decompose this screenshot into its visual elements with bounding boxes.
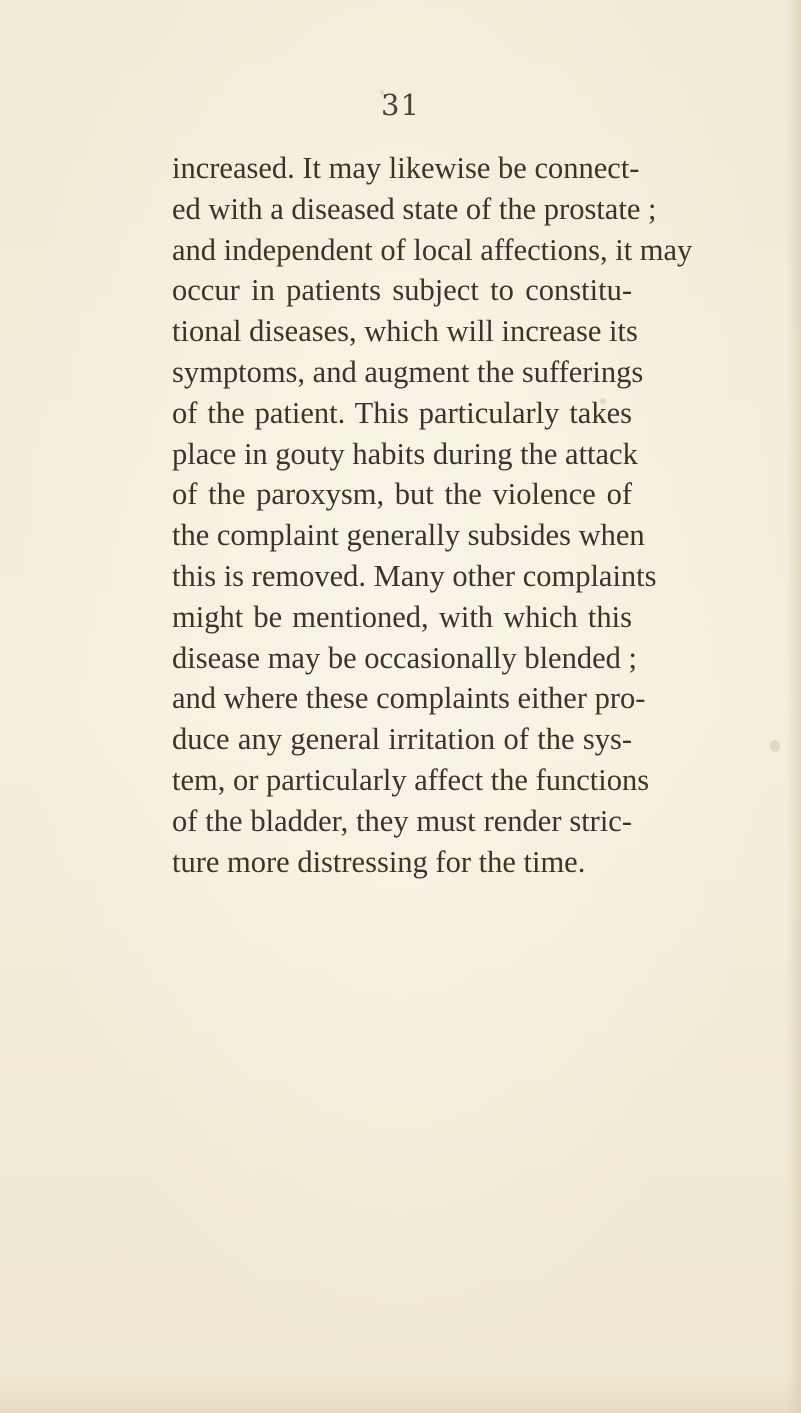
text-line: symptoms, and augment the sufferings [172, 354, 644, 389]
text-line: and where these complaints either pro- [172, 681, 646, 716]
text-line: of the paroxysm, but the violence of [172, 477, 632, 512]
page-edge-shadow [787, 0, 801, 1413]
paper-foxing-spot [770, 740, 780, 752]
text-line: and independent of local affections, it may [172, 232, 693, 267]
page-bottom-shadow [0, 1373, 801, 1413]
text-line: the complaint generally subsides when [172, 518, 645, 553]
text-line: occur in patients subject to constitu- [172, 273, 632, 308]
text-line: of the bladder, they must render stric- [172, 803, 632, 838]
text-line: increased. It may likewise be connect- [172, 151, 640, 185]
text-line: tem, or particularly affect the functions [172, 762, 650, 797]
text-line: tional diseases, which will increase its [172, 314, 638, 349]
text-line: ture more distressing for the time. [172, 844, 586, 879]
text-line: disease may be occasionally blended ; [172, 640, 637, 675]
text-line: of the patient. This particularly takes [172, 395, 632, 430]
text-line: ed with a diseased state of the prostate ; [172, 191, 657, 226]
body-text [172, 148, 693, 882]
text-line: duce any general irritation of the sys- [172, 722, 632, 757]
text-line: this is removed. Many other complaints [172, 558, 657, 593]
text-line: might be mentioned, with which this [172, 599, 632, 634]
text-line: place in gouty habits during the attack [172, 436, 638, 471]
page-number: 31 [381, 88, 420, 122]
